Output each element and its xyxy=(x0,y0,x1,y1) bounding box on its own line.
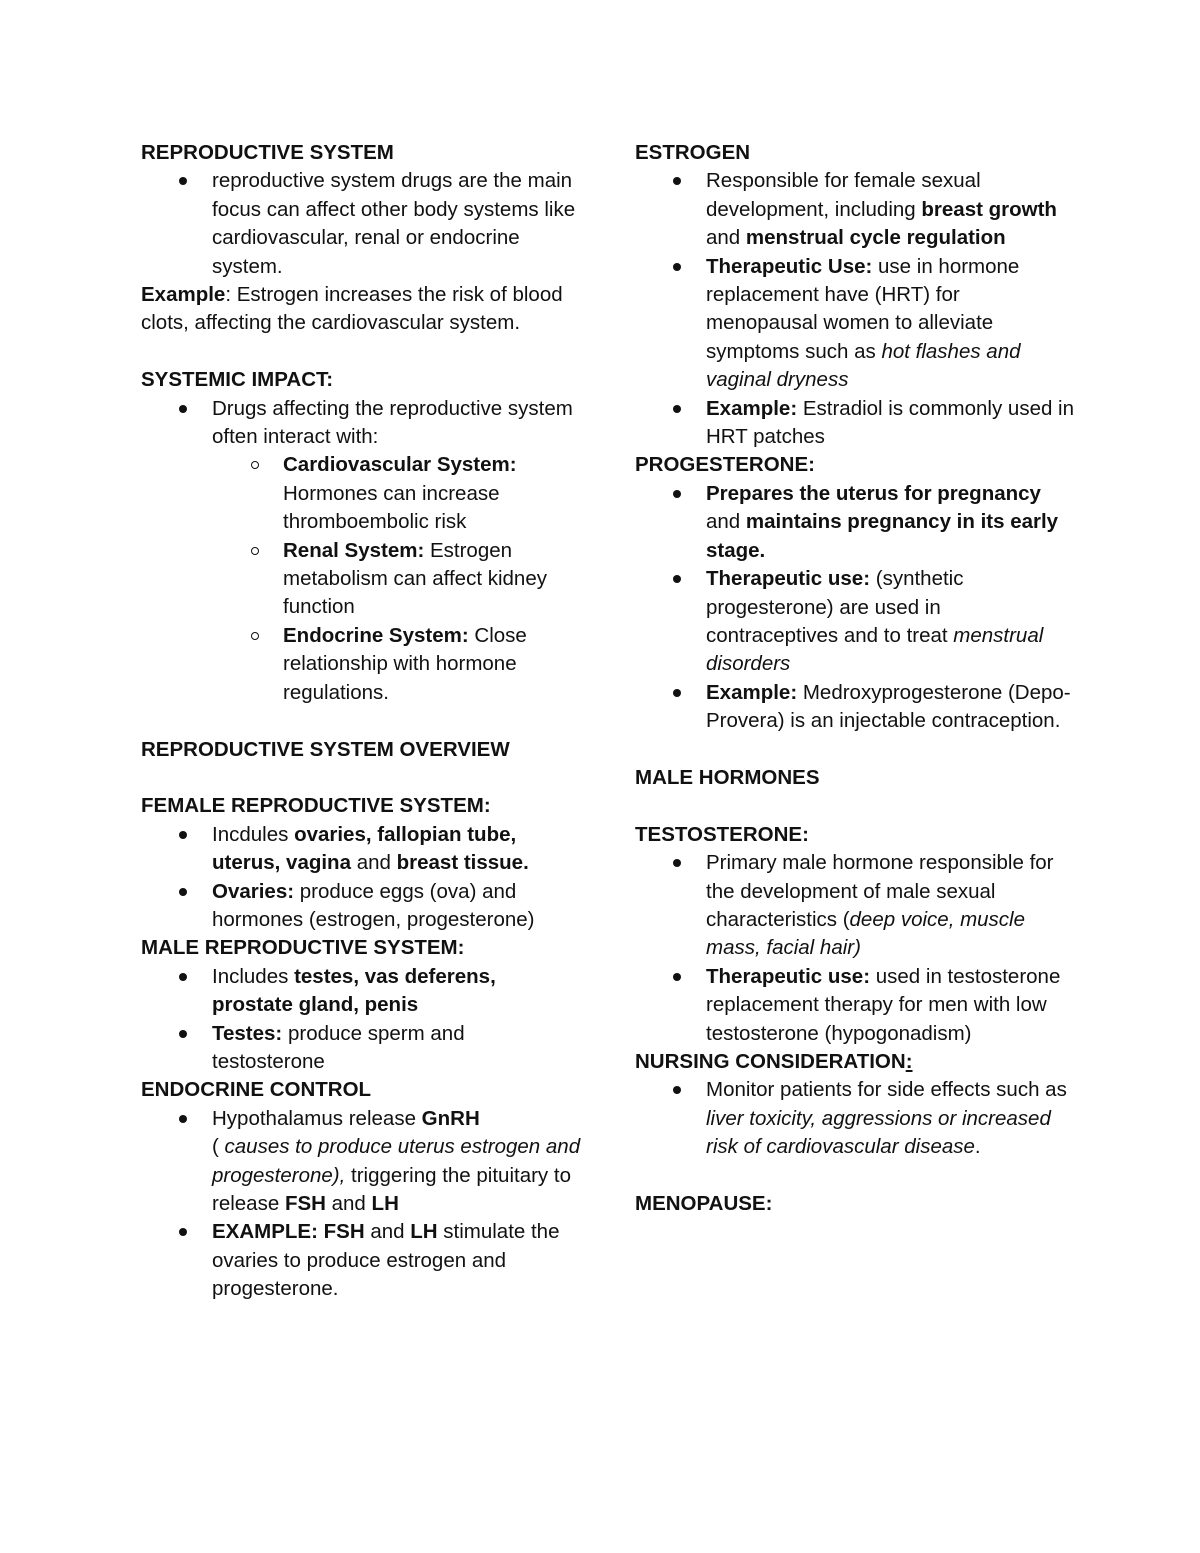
list-item: Primary male hormone responsible for the development of male sexual characteristics (deep voice, muscle mass, facial hair) xyxy=(635,849,1075,963)
heading-estrogen: ESTROGEN xyxy=(635,141,751,164)
list-item: Therapeutic Use: use in hormone replacement have (HRT) for menopausal women to alleviate symptoms such as hot flashes and vaginal dryness xyxy=(635,253,1075,395)
list-item: Hypothalamus release GnRH ( causes to produce uterus estrogen and progesterone), triggering the pituitary to release FSH and LH xyxy=(141,1105,581,1219)
left-column xyxy=(141,139,581,1304)
sub-bullet-icon xyxy=(251,632,259,640)
list-item: Responsible for female sexual development, including breast growth and menstrual cycle regulation xyxy=(635,167,1075,252)
bullet-icon xyxy=(179,1115,187,1123)
list-item: Incdules ovaries, fallopian tube, uterus, vagina and breast tissue. xyxy=(141,821,581,878)
heading-female-system: FEMALE REPRODUCTIVE SYSTEM: xyxy=(141,794,491,818)
bullet-icon xyxy=(673,490,681,498)
bullet-icon xyxy=(179,177,187,185)
bullet-icon xyxy=(179,1030,187,1038)
list-item: Ovaries: produce eggs (ova) and hormones (estrogen, progesterone) xyxy=(141,878,581,935)
sub-bullet-icon xyxy=(251,461,259,469)
male-system-list xyxy=(141,963,581,1077)
bullet-icon xyxy=(673,1086,681,1094)
list-item: Example: Medroxyprogesterone (Depo- Provera) is an injectable contraception. xyxy=(635,679,1075,736)
list-item: Includes testes, vas deferens, prostate gland, penis xyxy=(141,963,581,1020)
heading-male-hormones: MALE HORMONES xyxy=(635,765,820,789)
heading-endocrine-control: ENDOCRINE CONTROL xyxy=(141,1078,372,1102)
bullet-icon xyxy=(673,575,681,583)
list-item: Therapeutic use: (synthetic progesterone) are used in contraceptives and to treat menstrual disorders xyxy=(635,565,1075,679)
heading-progesterone: PROGESTERONE: xyxy=(635,453,815,477)
right-column xyxy=(635,139,1075,1218)
systemic-impact-list xyxy=(141,395,581,707)
nursing-list xyxy=(635,1076,1075,1161)
heading-testosterone: TESTOSTERONE: xyxy=(635,822,809,846)
list-item: Drugs affecting the reproductive system often interact with: xyxy=(141,395,581,452)
sub-bullet-icon xyxy=(251,547,259,555)
bullet-icon xyxy=(673,689,681,697)
endocrine-control-list xyxy=(141,1105,581,1304)
list-item: Testes: produce sperm and testosterone xyxy=(141,1020,581,1077)
heading-systemic-impact: SYSTEMIC IMPACT: xyxy=(141,368,334,392)
bullet-icon xyxy=(673,177,681,185)
bullet-icon xyxy=(673,405,681,413)
testosterone-list xyxy=(635,849,1075,1048)
heading-overview: REPRODUCTIVE SYSTEM OVERVIEW xyxy=(141,737,510,761)
sub-list-item: Cardiovascular System: Hormones can increase thromboembolic risk xyxy=(141,451,581,536)
bullet-icon xyxy=(673,973,681,981)
female-system-list xyxy=(141,821,581,935)
example-paragraph: Example: Estrogen increases the risk of blood clots, affecting the cardiovascular system. xyxy=(141,283,563,335)
heading-reproductive-system: REPRODUCTIVE SYSTEM xyxy=(141,141,394,164)
list-item: reproductive system drugs are the main focus can affect other body systems like cardiovascular, renal or endocrine system. xyxy=(141,167,581,281)
bullet-icon xyxy=(179,888,187,896)
reproductive-system-list xyxy=(141,167,581,281)
bullet-icon xyxy=(673,859,681,867)
sub-list-item: Renal System: Estrogen metabolism can affect kidney function xyxy=(141,537,581,622)
bullet-icon xyxy=(179,405,187,413)
heading-menopause: MENOPAUSE: xyxy=(635,1191,773,1215)
list-item: Example: Estradiol is commonly used in HRT patches xyxy=(635,395,1075,452)
list-item: EXAMPLE: FSH and LH stimulate the ovaries to produce estrogen and progesterone. xyxy=(141,1218,581,1303)
bullet-icon xyxy=(179,1228,187,1236)
bullet-icon xyxy=(179,831,187,839)
bullet-icon xyxy=(179,973,187,981)
estrogen-list xyxy=(635,167,1075,451)
sub-list-item: Endocrine System: Close relationship with hormone regulations. xyxy=(141,622,581,707)
progesterone-list xyxy=(635,480,1075,736)
list-item: Monitor patients for side effects such as liver toxicity, aggressions or increased risk of cardiovascular disease. xyxy=(635,1076,1075,1161)
list-item: Therapeutic use: used in testosterone replacement therapy for men with low testosterone (hypogonadism) xyxy=(635,963,1075,1048)
bullet-icon xyxy=(673,263,681,271)
heading-nursing-consideration: NURSING CONSIDERATION: xyxy=(635,1049,913,1073)
heading-male-system: MALE REPRODUCTIVE SYSTEM: xyxy=(141,936,465,960)
list-item: Prepares the uterus for pregnancy and maintains pregnancy in its early stage. xyxy=(635,480,1075,565)
